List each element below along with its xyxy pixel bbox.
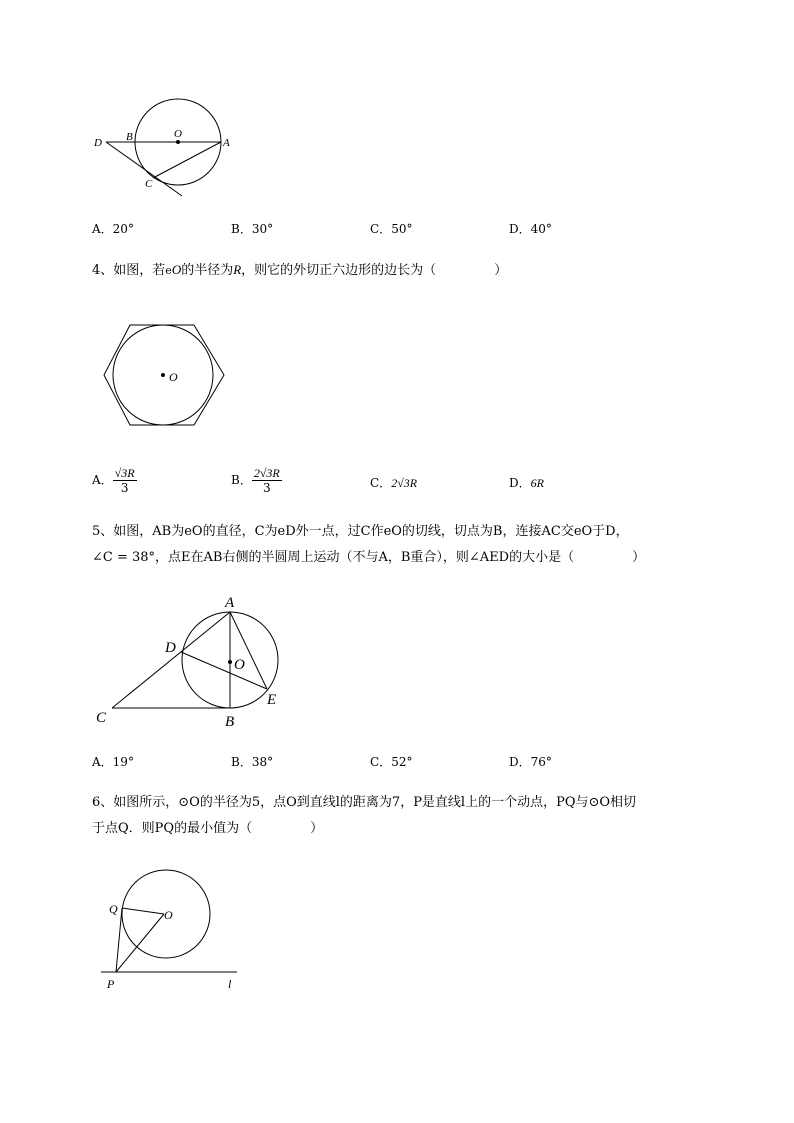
q4-center-dot bbox=[161, 373, 165, 377]
q4-label-o: O bbox=[169, 370, 178, 384]
q5-option-c: C．52° bbox=[370, 755, 413, 769]
q5-stem-line1: 5、如图，AB为eO的直径，C为eD外一点，过C作eO的切线，切点为B，连接AC交eO于D， bbox=[92, 524, 629, 539]
q6-label-p: P bbox=[107, 977, 115, 991]
q5-line-de bbox=[181, 652, 267, 689]
q3-option-d: D．40° bbox=[509, 222, 552, 236]
q5-label-o: O bbox=[234, 657, 245, 673]
q3-label-d: D bbox=[94, 137, 102, 149]
q3-label-a: A bbox=[223, 137, 230, 149]
q5-center-dot bbox=[228, 660, 232, 664]
q5-option-a: A．19° bbox=[92, 755, 134, 769]
q4-stem: 4、如图，若eO的半径为R，则它的外切正六边形的边长为（ ） bbox=[92, 262, 508, 278]
q4-option-d: D．6R bbox=[509, 476, 544, 490]
q5-label-c: C bbox=[96, 710, 107, 726]
q5-figure bbox=[92, 590, 292, 740]
q5-option-d: D．76° bbox=[509, 755, 552, 769]
q4-option-a: A． $\frac{√3R}{3}$ bbox=[92, 466, 135, 495]
q4-option-a-fraction: $\frac{√3R}{3}$ bbox=[114, 466, 135, 495]
q3-option-c: C．50° bbox=[370, 222, 413, 236]
q6-label-l: l bbox=[228, 977, 232, 991]
q3-label-b: B bbox=[126, 131, 133, 143]
q5-label-b: B bbox=[225, 714, 235, 730]
q6-stem-line1: 6、如图所示，⊙O的半径为5，点O到直线l的距离为7，P是直线l上的一个动点，PQ与⊙O相切 bbox=[92, 795, 637, 810]
q6-label-q: Q bbox=[109, 902, 118, 916]
q6-figure bbox=[96, 862, 246, 992]
q6-line-qo bbox=[122, 908, 164, 914]
q5-label-d: D bbox=[165, 640, 176, 656]
q3-option-a: A．20° bbox=[92, 222, 134, 236]
q5-line-ca bbox=[112, 612, 230, 708]
q6-line-pq bbox=[116, 908, 122, 972]
q3-line-ac bbox=[153, 142, 221, 178]
q5-stem-line2: ∠C = 38°，点E在AB右侧的半圆周上运动（不与A，B重合），则∠AED的大小是（ ） bbox=[92, 550, 646, 565]
q3-label-c: C bbox=[145, 178, 153, 190]
q5-label-a: A bbox=[225, 595, 235, 611]
q4-figure bbox=[100, 318, 230, 430]
q4-option-c: C．2√3R bbox=[370, 476, 418, 490]
q3-figure bbox=[88, 95, 248, 205]
q5-option-b: B．38° bbox=[231, 755, 274, 769]
q4-option-b-fraction: $\frac{2√3R}{3}$ bbox=[253, 466, 280, 495]
q6-stem-line2: 于点Q．则PQ的最小值为（ ） bbox=[92, 821, 324, 836]
q4-option-b: B． $\frac{2√3R}{3}$ bbox=[231, 466, 280, 495]
q3-label-o: O bbox=[174, 128, 182, 140]
q5-label-e: E bbox=[267, 692, 277, 708]
q6-label-o: O bbox=[164, 908, 173, 922]
q3-center-dot bbox=[176, 140, 180, 144]
q3-option-b: B．30° bbox=[231, 222, 274, 236]
